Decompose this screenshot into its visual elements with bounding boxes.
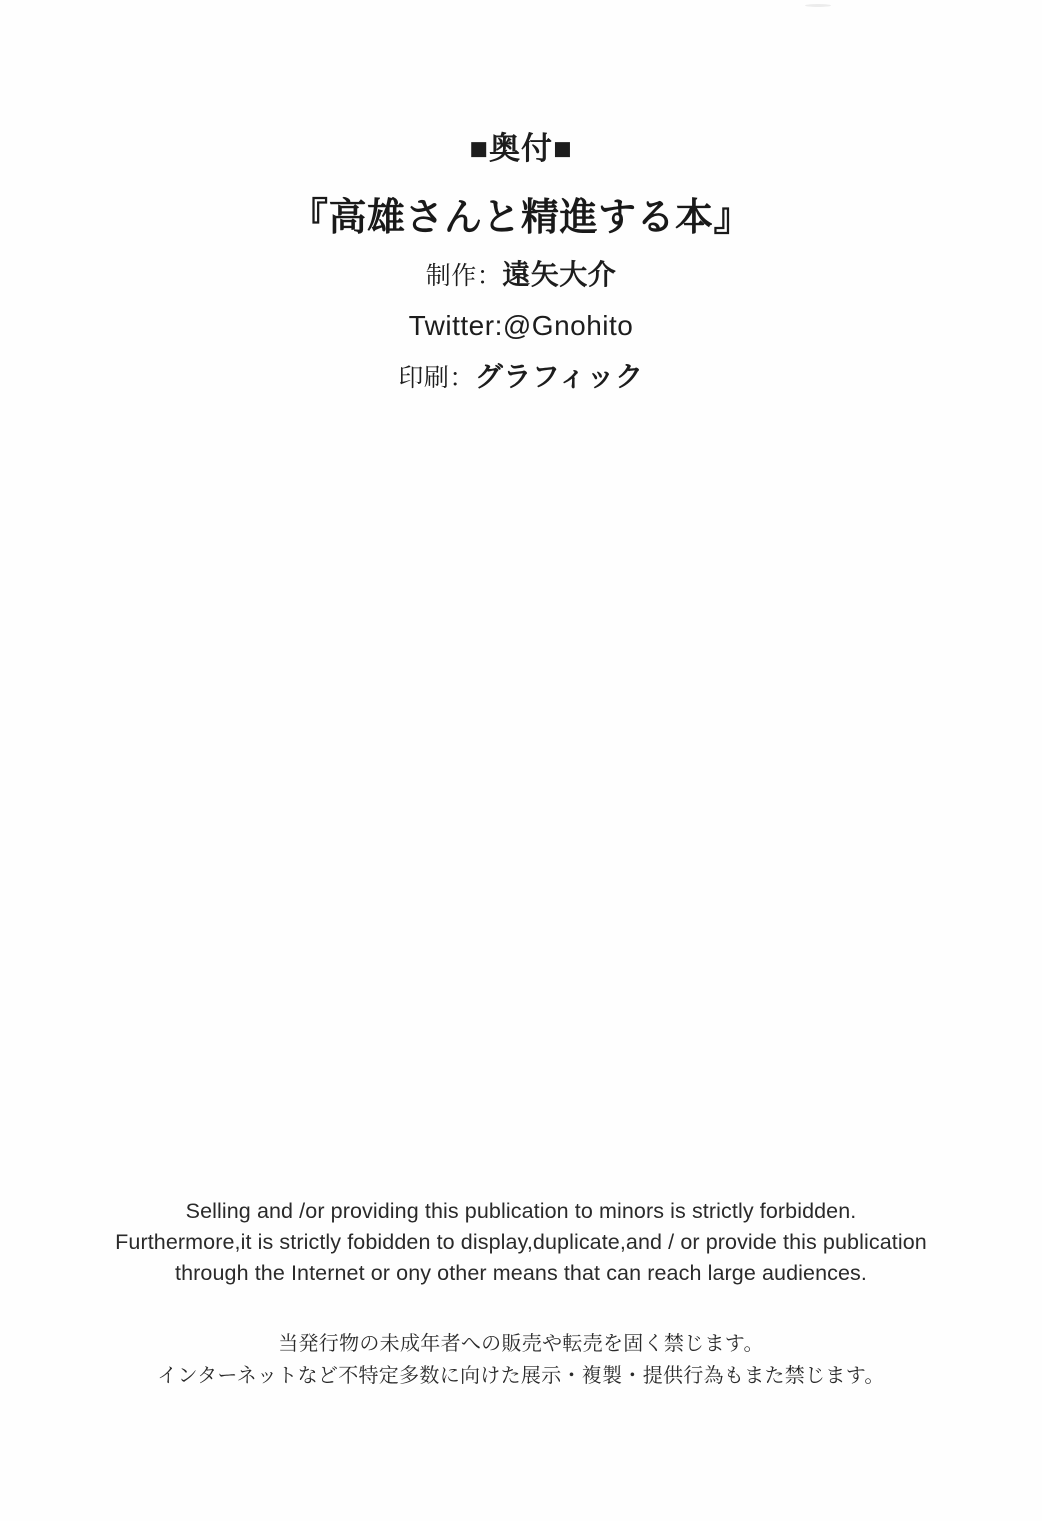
legal-notice-english	[0, 1196, 1042, 1290]
legal-notice-jp-line-2: インターネットなど不特定多数に向けた展示・複製・提供行為もまた禁じます。	[157, 1364, 885, 1387]
credit-twitter	[0, 304, 1042, 347]
credit-printer-label: 印刷：	[398, 364, 475, 393]
scan-artifact	[805, 4, 831, 7]
credit-twitter-value: Twitter:@Gnohito	[408, 310, 634, 342]
credit-author-label: 制作：	[425, 261, 503, 290]
credit-author-value: 遠矢大介	[502, 258, 617, 290]
legal-notice	[0, 1196, 1042, 1392]
legal-notice-jp-line-1: 当発行物の未成年者への販売や転売を固く禁じます。	[278, 1332, 764, 1355]
legal-notice-en-line-3: through the Internet or ony other means that can reach large audiences.	[175, 1261, 867, 1286]
book-title: 『高雄さんと精進する本』	[289, 197, 752, 240]
colophon-heading: ■奥付■	[469, 131, 573, 166]
credit-printer	[0, 355, 1042, 398]
legal-notice-japanese	[0, 1328, 1042, 1392]
credit-printer-value: グラフィック	[474, 361, 644, 393]
legal-notice-en-line-2: Furthermore,it is strictly fobidden to display,duplicate,and / or provide this publication	[115, 1230, 927, 1255]
colophon-block	[0, 130, 1042, 407]
credit-author	[0, 253, 1042, 296]
legal-notice-en-line-1: Selling and /or providing this publication to minors is strictly forbidden.	[185, 1199, 857, 1223]
